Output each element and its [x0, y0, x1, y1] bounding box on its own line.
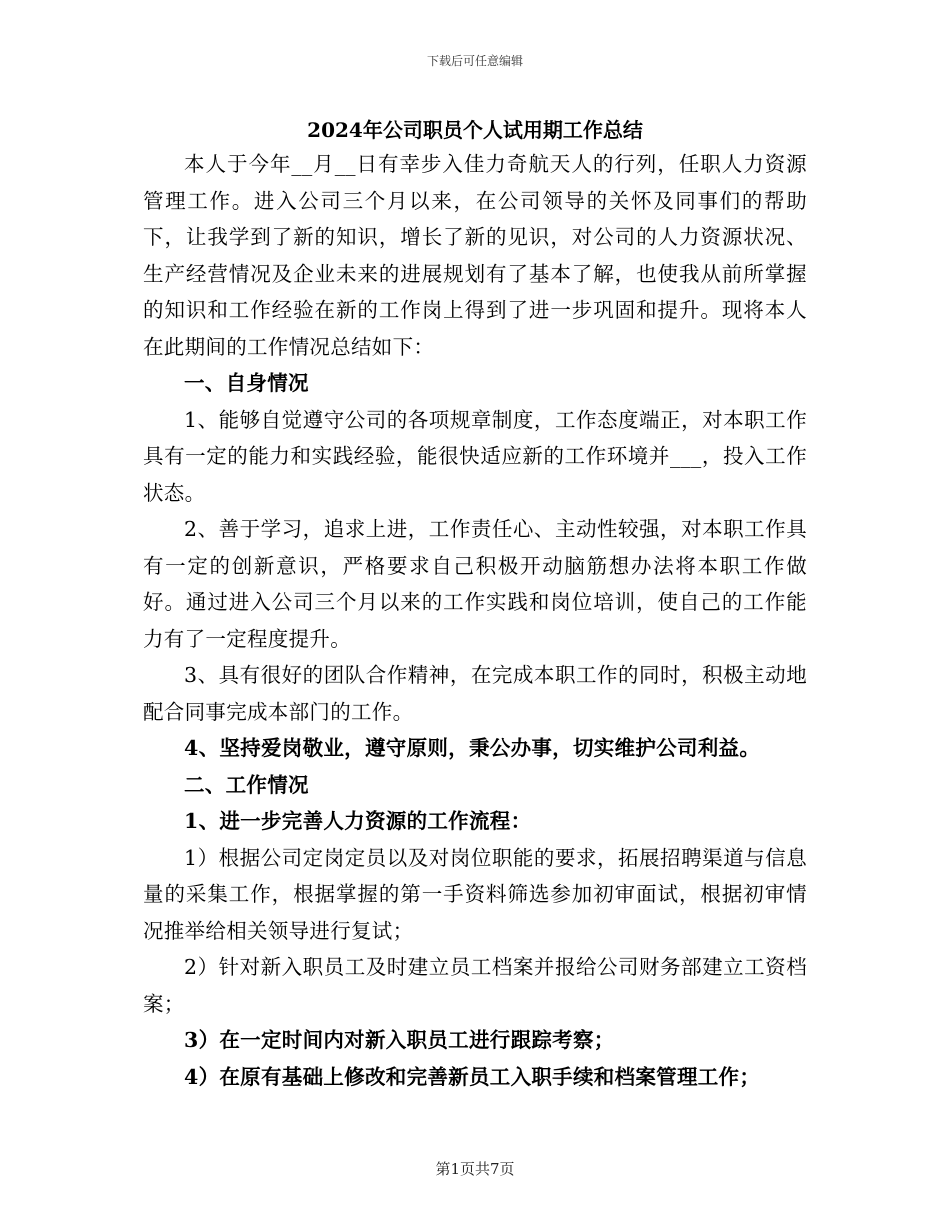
self-item-2: 2、善于学习，追求上进，工作责任心、主动性较强，对本职工作具有一定的创新意识，严格要求自己积极开动脑筋想办法将本职工作做好。通过进入公司三个月以来的工作实践和岗位培训，使自己的工作能力有了一定程度提升。 [143, 517, 807, 651]
self-item-4: 4、坚持爱岗敬业，遵守原则，秉公办事，切实维护公司利益。 [184, 736, 761, 760]
page-footer: 第1页共7页 [435, 1160, 515, 1178]
work-subitem-4: 4）在原有基础上修改和完善新员工入职手续和档案管理工作； [184, 1064, 761, 1089]
intro-paragraph: 本人于今年__月__日有幸步入佳力奇航天人的行列，任职人力资源管理工作。进入公司三个月以来，在公司领导的关怀及同事们的帮助下，让我学到了新的知识，增长了新的见识，对公司的人力资源状况、生产经营情况及企业未来的进展规划有了基本了解，也使我从前所掌握的知识和工作经验在新的工作岗上得到了进一步巩固和提升。现将本人在此期间的工作情况总结如下： [143, 152, 807, 359]
self-item-3: 3、具有很好的团队合作精神，在完成本职工作的同时，积极主动地配合同事完成本部门的工作。 [143, 663, 807, 724]
page-header: 下载后可任意编辑 [426, 54, 523, 68]
self-item-1: 1、能够自觉遵守公司的各项规章制度，工作态度端正，对本职工作具有一定的能力和实践经验，能很快适应新的工作环境并___，投入工作状态。 [143, 407, 807, 505]
work-subitem-1: 1）根据公司定岗定员以及对岗位职能的要求，拓展招聘渠道与信息量的采集工作，根据掌握的第一手资料筛选参加初审面试，根据初审情况推举给相关领导进行复试； [143, 845, 807, 943]
document-body [143, 146, 807, 1095]
work-subitem-2: 2）针对新入职员工及时建立员工档案并报给公司财务部建立工资档案； [143, 955, 807, 1016]
work-subitem-3: 3）在一定时间内对新入职员工进行跟踪考察； [184, 1028, 615, 1052]
document-title: 2024年公司职员个人试用期工作总结 [307, 118, 643, 142]
section-heading-self: 一、自身情况 [184, 371, 309, 395]
work-item-1-heading: 1、进一步完善人力资源的工作流程： [184, 809, 532, 833]
section-heading-work: 二、工作情况 [184, 772, 309, 797]
